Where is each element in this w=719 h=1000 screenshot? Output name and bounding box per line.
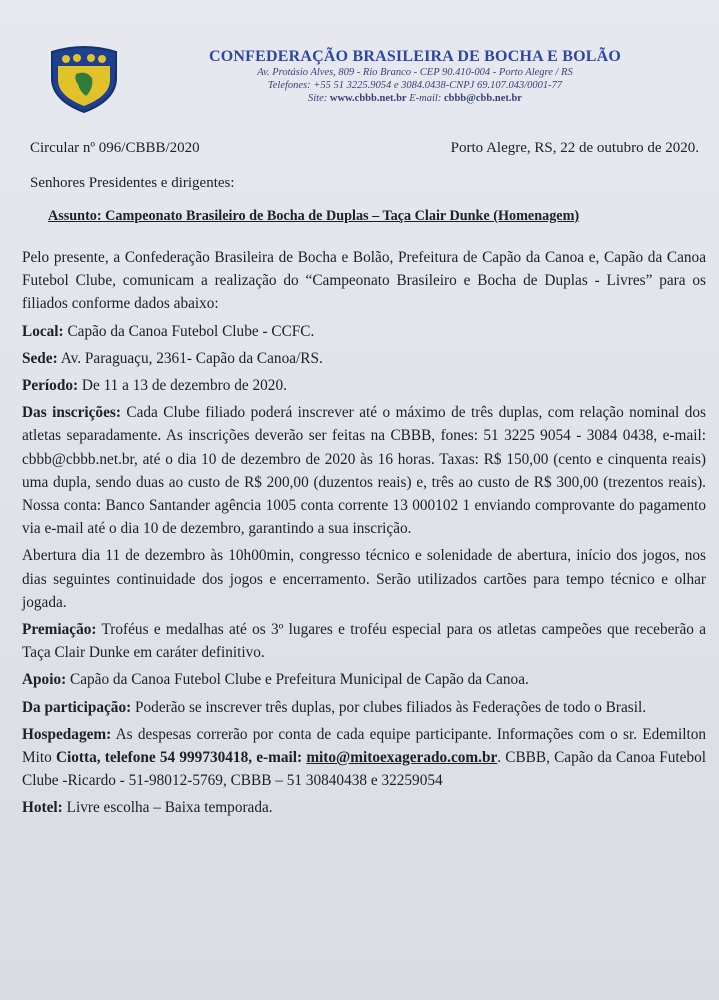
- hospedagem-paragraph: Hospedagem: As despesas correrão por conta de cada equipe participante. Informações com o sr. Edemilton Mito Ciotta, telefone 54 999730418, e-mail: mito@mitoexagerado.com.br. CBBB, Capão da Canoa Futebol Clube -Ricardo - 51-98012-5769, CBBB – 51 30840438 e 32259054: [22, 725, 707, 790]
- abertura-paragraph: Abertura dia 11 de dezembro às 10h00min, congresso técnico e solenidade de abertura, início dos jogos, nos dias seguintes continuidade dos jogos e encerramento. Serão utilizados cartões para tempo técnico e olhar jogada.: [22, 547, 706, 611]
- apoio-line: Apoio: Capão da Canoa Futebol Clube e Prefeitura Municipal de Capão da Canoa.: [22, 671, 529, 689]
- intro-paragraph: Pelo presente, a Confederação Brasileira de Bocha e Bolão, Prefeitura de Capão da Canoa e, Capão da Canoa Futebol Clube, comunicam a realização do “Campeonato Brasileiro e Bocha de Duplas - Livres” para os filiados conforme dados abaixo:: [22, 249, 706, 313]
- email-link[interactable]: cbbb@cbb.net.br: [443, 93, 522, 104]
- organization-name: CONFEDERAÇÃO BRASILEIRA DE BOCHA E BOLÃO: [208, 48, 622, 65]
- subject-line: Assunto: Campeonato Brasileiro de Bocha de Duplas – Taça Clair Dunke (Homenagem): [48, 208, 580, 224]
- letterhead: [200, 48, 630, 105]
- site-link[interactable]: www.cbbb.net.br: [329, 93, 407, 104]
- periodo-line: Período: De 11 a 13 de dezembro de 2020.: [22, 377, 287, 395]
- contact-email-link[interactable]: mito@mitoexagerado.com.br: [306, 749, 498, 767]
- organization-address: Av. Protásio Alves, 809 - Rio Branco - CEP 90.410-004 - Porto Alegre / RS: [257, 67, 573, 78]
- salutation: Senhores Presidentes e dirigentes:: [30, 175, 235, 191]
- organization-site: Site: www.cbbb.net.br E-mail: cbbb@cbb.net.br: [308, 93, 522, 104]
- document-date: Porto Alegre, RS, 22 de outubro de 2020.: [450, 140, 699, 156]
- document-body: [22, 246, 706, 824]
- circular-number: Circular nº 096/CBBB/2020: [30, 140, 200, 156]
- cbbb-logo-icon: [46, 44, 122, 114]
- local-line: Local: Capão da Canoa Futebol Clube - CCFC.: [22, 322, 315, 340]
- hotel-line: Hotel: Livre escolha – Baixa temporada.: [22, 799, 273, 817]
- organization-phones: Telefones: +55 51 3225.9054 e 3084.0438-CNPJ 69.107.043/0001-77: [267, 80, 563, 91]
- premiacao-paragraph: Premiação: Troféus e medalhas até os 3º lugares e troféu especial para os atletas campeões que receberão a Taça Clair Dunke em caráter definitivo.: [22, 621, 706, 662]
- sede-line: Sede: Av. Paraguaçu, 2361- Capão da Canoa/RS.: [22, 349, 323, 367]
- participacao-paragraph: Da participação: Poderão se inscrever três duplas, por clubes filiados às Federações de todo o Brasil.: [22, 698, 647, 716]
- inscricoes-paragraph: Das inscrições: Cada Clube filiado poderá inscrever até o máximo de três duplas, com relação nominal dos atletas separadamente. As inscrições deverão ser feitas na CBBB, fones: 51 3225 9054 - 3084 0438, e-mail: cbbb@cbbb.net.br, até o dia 10 de dezembro de 2020 às 16 horas. Taxas: R$ 150,00 (cento e cinquenta reais) uma dupla, sendo duas ao custo de R$ 200,00 (duzentos reais) e, três ao custo de R$ 300,00 (trezentos reais). Nossa conta: Banco Santander agência 1005 conta corrente 13 000102 1 enviando comprovante do pagamento via e-mail até o dia 10 de dezembro, garantindo a sua inscrição.: [22, 404, 706, 538]
